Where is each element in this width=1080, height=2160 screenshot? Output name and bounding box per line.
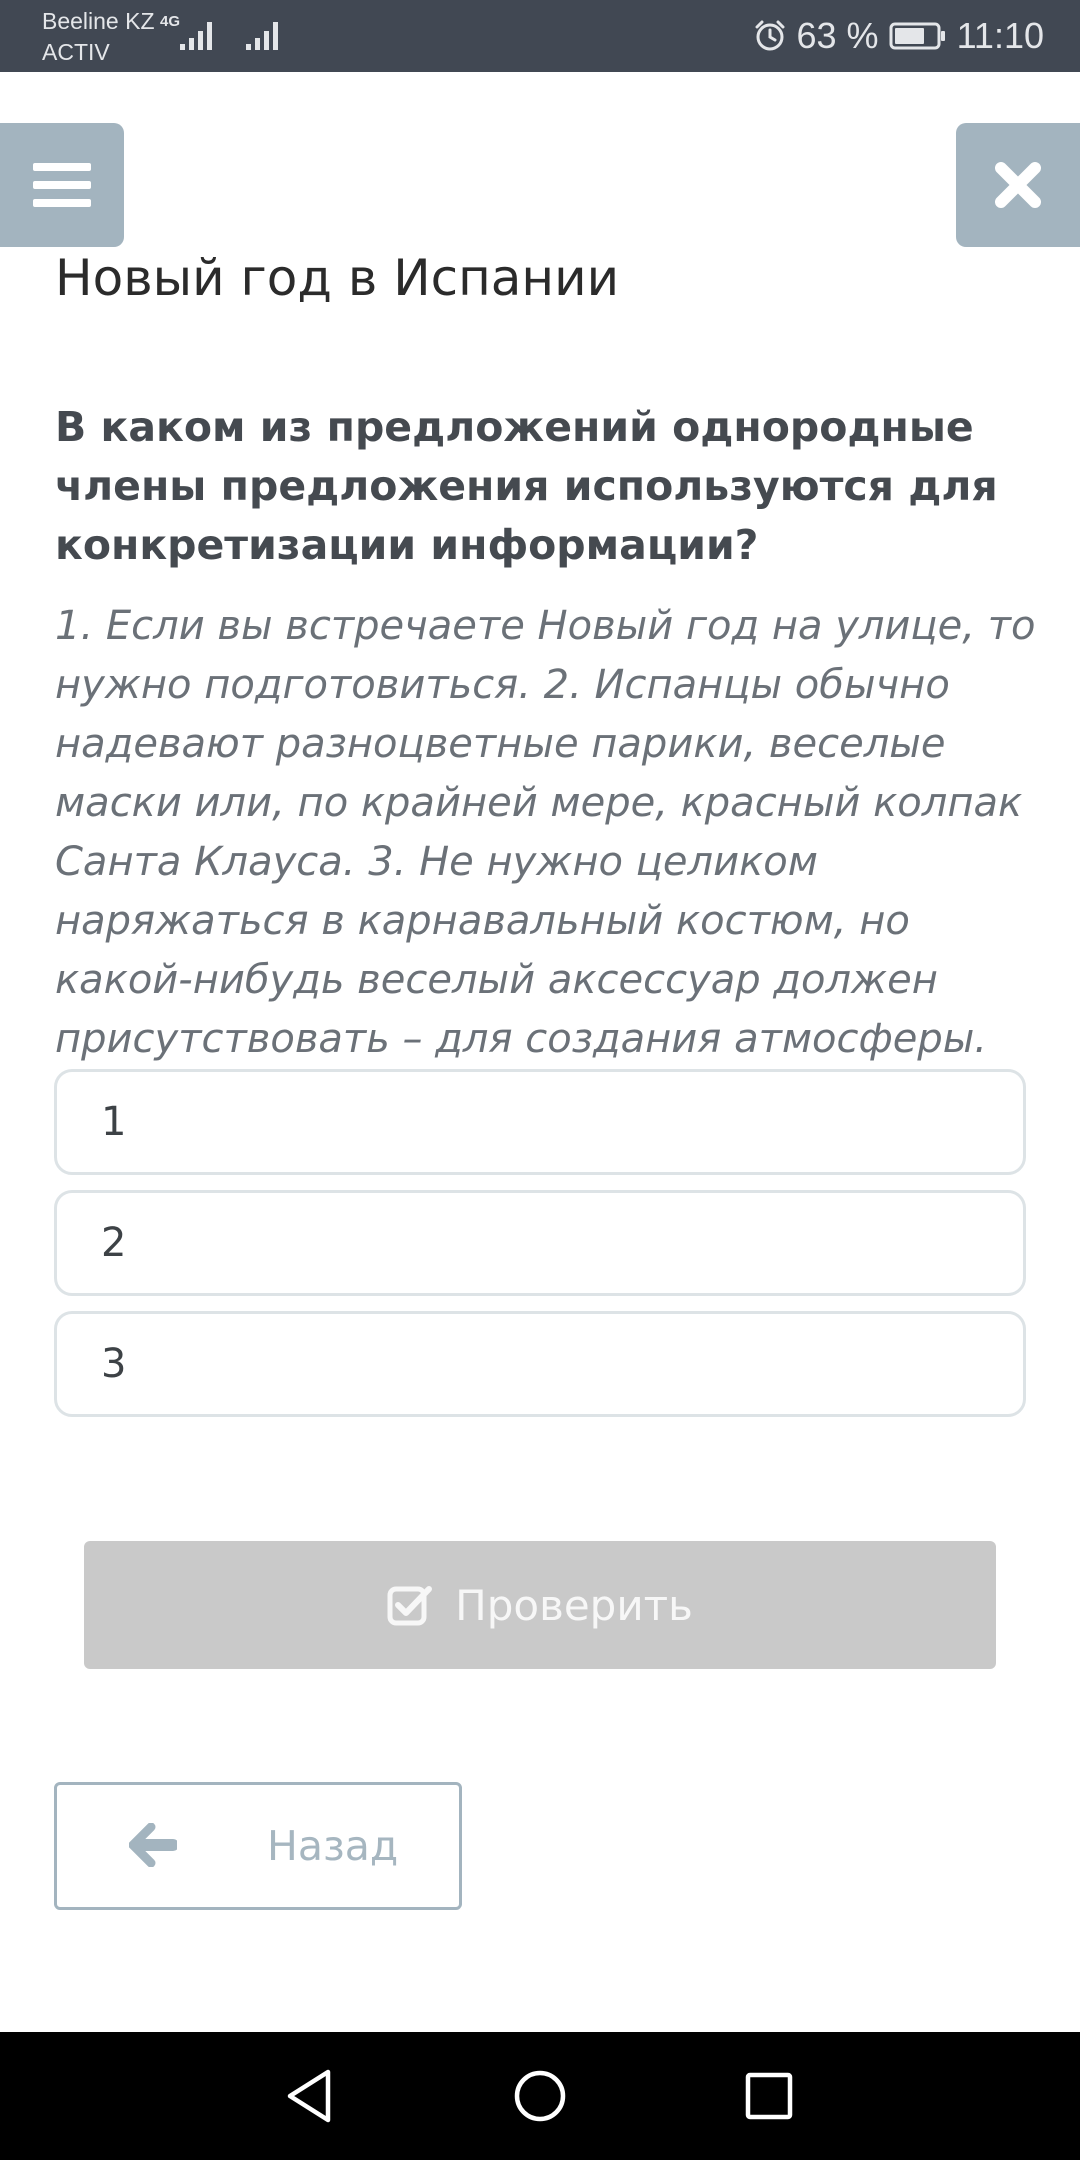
answer-option-3[interactable]: 3: [54, 1311, 1026, 1417]
carrier-name: Beeline KZ: [42, 8, 155, 34]
question-passage: 1. Если вы встречаете Новый год на улице, то нужно подготовиться. 2. Испанцы обычно надевают разноцветные парики, веселые маски или, по крайней мере, красный колпак Санта Клауса. 3. Не нужно целиком наряжаться в карнавальный костюм, но какой-нибудь веселый аксессуар должен присутствовать – для создания атмосферы.: [55, 603, 1036, 1062]
question-text: В каком из предложений однородные члены предложения используются для конкретизации информации?: [55, 403, 998, 569]
hamburger-menu-icon: [33, 161, 91, 209]
arrow-left-icon: [129, 1823, 177, 1867]
check-button-label: Проверить: [455, 1580, 693, 1630]
alarm-clock-icon: [753, 19, 787, 53]
carrier-info: [42, 6, 155, 68]
back-button-label: Назад: [267, 1822, 399, 1870]
close-x-icon: [993, 160, 1043, 210]
system-nav-bar: [0, 2032, 1080, 2160]
answer-option-1[interactable]: 1: [54, 1069, 1026, 1175]
menu-button[interactable]: [0, 123, 124, 247]
nav-recents-icon[interactable]: [745, 2072, 793, 2120]
battery-percent: 63 %: [796, 15, 879, 56]
nav-back-icon[interactable]: [284, 2068, 334, 2124]
carrier-plan: ACTIV: [42, 39, 110, 65]
answer-options: [54, 1069, 1026, 1432]
answer-option-2[interactable]: 2: [54, 1190, 1026, 1296]
close-button[interactable]: [956, 123, 1080, 247]
network-type: 4G: [160, 13, 181, 30]
check-button[interactable]: [84, 1541, 996, 1669]
page-title: Новый год в Испании: [55, 249, 620, 307]
signal-strength-icon: [178, 16, 218, 52]
battery-icon: [889, 21, 947, 51]
clock: 11:10: [956, 15, 1044, 56]
status-bar: [0, 0, 1080, 72]
signal-strength-icon-2: [244, 16, 284, 52]
back-button[interactable]: [54, 1782, 462, 1910]
checkbox-check-icon: [387, 1584, 433, 1626]
nav-home-icon[interactable]: [513, 2069, 567, 2123]
status-indicators: [753, 0, 1044, 72]
